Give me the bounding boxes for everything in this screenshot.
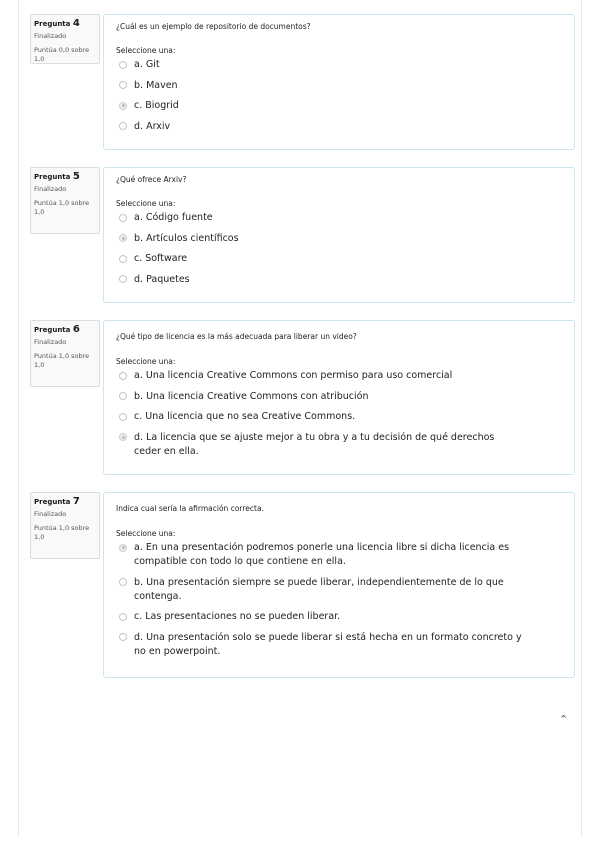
question-number: Pregunta 7 [34, 496, 80, 507]
radio-button-selected[interactable] [119, 102, 127, 110]
question-state: Finalizado [34, 510, 67, 518]
answer-option[interactable]: d. Arxiv [116, 120, 574, 134]
radio-button[interactable] [119, 633, 127, 641]
question-info [30, 492, 100, 559]
page-left-border [18, 0, 19, 836]
radio-button[interactable] [119, 122, 127, 130]
question-grade: Puntúa 1,0 sobre 1,0 [34, 352, 90, 369]
answer-list [116, 58, 574, 134]
answer-option[interactable]: d. Una presentación solo se puede liberar si está hecha en un formato concreto y no en powerpoint. [116, 631, 524, 659]
radio-button[interactable] [119, 81, 127, 89]
question-text: ¿Qué tipo de licencia es la más adecuada para liberar un video? [116, 332, 357, 341]
page-right-border [581, 0, 582, 836]
question-grade: Puntúa 1,0 sobre 1,0 [34, 199, 90, 216]
answer-list [116, 369, 574, 459]
answer-option[interactable]: b. Artículos científicos [116, 232, 574, 246]
answer-list [116, 541, 574, 659]
question-grade: Puntúa 1,0 sobre 1,0 [34, 524, 90, 541]
radio-button[interactable] [119, 214, 127, 222]
radio-button-selected[interactable] [119, 433, 127, 441]
radio-button[interactable] [119, 255, 127, 263]
answer-option[interactable]: a. Una licencia Creative Commons con permiso para uso comercial [116, 369, 574, 383]
question-state: Finalizado [34, 32, 67, 40]
answer-option[interactable]: a. En una presentación podremos ponerle una licencia libre si dicha licencia es compatible con todo lo que contiene en ella. [116, 541, 524, 569]
answer-option[interactable]: c. Las presentaciones no se pueden liberar. [116, 610, 574, 624]
question-content [103, 167, 575, 303]
radio-button[interactable] [119, 61, 127, 69]
question-info [30, 14, 100, 64]
question-grade: Puntúa 0,0 sobre 1,0 [34, 46, 90, 63]
answer-option[interactable]: b. Una presentación siempre se puede liberar, independientemente de lo que contenga. [116, 576, 544, 604]
question-text: Indica cual sería la afirmación correcta. [116, 504, 264, 513]
answer-option[interactable]: d. La licencia que se ajuste mejor a tu obra y a tu decisión de qué derechos ceder en ella. [116, 431, 524, 459]
radio-button[interactable] [119, 372, 127, 380]
question-number: Pregunta 4 [34, 18, 80, 29]
answer-option[interactable]: b. Una licencia Creative Commons con atribución [116, 390, 574, 404]
question-state: Finalizado [34, 338, 67, 346]
radio-button-selected[interactable] [119, 234, 127, 242]
question-info [30, 167, 100, 234]
answer-option[interactable]: c. Una licencia que no sea Creative Commons. [116, 410, 574, 424]
answer-option[interactable]: a. Git [116, 58, 574, 72]
answer-option[interactable]: a. Código fuente [116, 211, 574, 225]
select-one-label: Seleccione una: [116, 529, 176, 538]
question-state: Finalizado [34, 185, 67, 193]
select-one-label: Seleccione una: [116, 357, 176, 366]
answer-list [116, 211, 574, 287]
radio-button[interactable] [119, 392, 127, 400]
question-content [103, 14, 575, 150]
select-one-label: Seleccione una: [116, 46, 176, 55]
question-info [30, 320, 100, 387]
scroll-to-top-icon[interactable]: ⌃ [559, 713, 569, 726]
answer-option[interactable]: c. Software [116, 252, 574, 266]
answer-option[interactable]: c. Biogrid [116, 99, 574, 113]
question-content [103, 320, 575, 475]
question-number: Pregunta 6 [34, 324, 80, 335]
question-content [103, 492, 575, 678]
question-text: ¿Qué ofrece Arxiv? [116, 175, 187, 184]
radio-button[interactable] [119, 275, 127, 283]
question-text: ¿Cuál es un ejemplo de repositorio de documentos? [116, 22, 311, 31]
radio-button[interactable] [119, 578, 127, 586]
select-one-label: Seleccione una: [116, 199, 176, 208]
radio-button[interactable] [119, 413, 127, 421]
question-number: Pregunta 5 [34, 171, 80, 182]
radio-button-selected[interactable] [119, 544, 127, 552]
answer-option[interactable]: d. Paquetes [116, 273, 574, 287]
answer-option[interactable]: b. Maven [116, 79, 574, 93]
radio-button[interactable] [119, 613, 127, 621]
